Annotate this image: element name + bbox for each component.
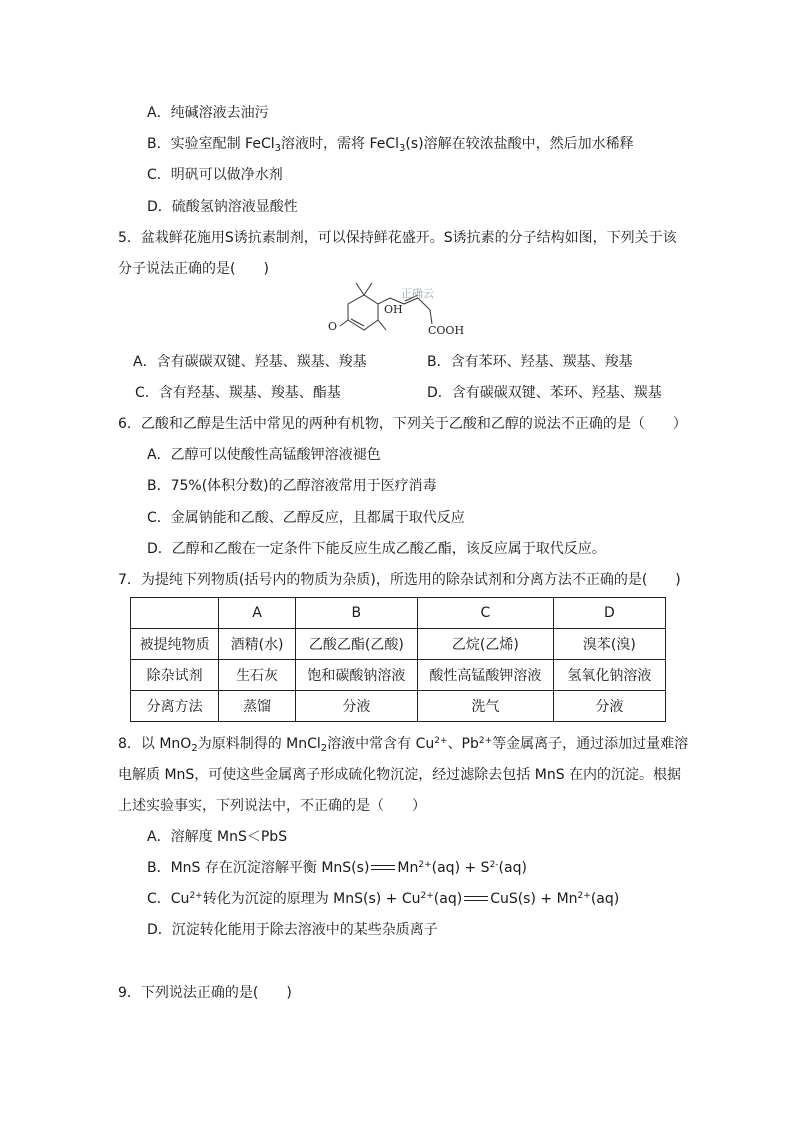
table-cell: 乙烷(乙烯): [417, 629, 553, 660]
table-cell: 分液: [295, 691, 417, 722]
table-cell: 洗气: [417, 691, 553, 722]
table-cell: 蒸馏: [219, 691, 296, 722]
q5-stem-line2: 分子说法正确的是( ): [118, 261, 269, 277]
table-cell: 溴苯(溴): [553, 629, 665, 660]
q8-stem-line1: 8．以 MnO$_2$为原料制得的 MnCl$_2$溶液中常含有 $Cu^{2+}$、$Pb^{2+}$等金属离子，通过添加过量难溶: [118, 736, 689, 754]
q6-stem: 6．乙酸和乙醇是生活中常见的两种有机物，下列关于乙酸和乙醇的说法不正确的是（ ）: [118, 416, 687, 432]
q5-option-c: C．含有羟基、羰基、羧基、酯基: [135, 385, 341, 401]
q5-stem-line1: 5．盆栽鲜花施用S诱抗素制剂，可以保持鲜花盛开。S诱抗素的分子结构如图，下列关于该: [118, 230, 677, 246]
equals-sign: [462, 894, 490, 904]
q6-option-d: D．乙醇和乙酸在一定条件下能反应生成乙酸乙酯，该反应属于取代反应。: [147, 541, 606, 557]
table-row: [131, 691, 666, 722]
table-row: [131, 660, 666, 691]
q5-option-b: B．含有苯环、羟基、羰基、羧基: [427, 354, 633, 370]
table-cell: 乙酸乙酯(乙酸): [295, 629, 417, 660]
q8-option-c: C．$Cu^{2+}$转化为沉淀的原理为 $MnS(s) + Cu^{2+}(aq) CuS(s) + Mn^{2+}(aq)$: [147, 891, 620, 907]
hydroxyl-label: OH: [384, 303, 403, 316]
q4-option-a: A．纯碱溶液去油污: [147, 105, 269, 121]
q7-stem: 7．为提纯下列物质(括号内的物质为杂质)，所选用的除杂试剂和分离方法不正确的是( ): [118, 572, 681, 588]
carboxyl-label: COOH: [428, 324, 465, 337]
q6-option-c: C．金属钠能和乙酸、乙醇反应，且都属于取代反应: [147, 510, 465, 526]
table-cell: 除杂试剂: [131, 660, 219, 691]
q4-option-c: C．明矾可以做净水剂: [147, 167, 283, 183]
table-row: [131, 629, 666, 660]
table-header-row: [131, 598, 666, 629]
table-cell: A: [219, 598, 296, 629]
q5-option-a: A．含有碳碳双键、羟基、羰基、羧基: [133, 354, 367, 370]
table-cell: C: [417, 598, 553, 629]
table-cell: 生石灰: [219, 660, 296, 691]
table-cell: 饱和碳酸钠溶液: [295, 660, 417, 691]
q9-stem: 9．下列说法正确的是( ): [118, 985, 292, 1001]
q6-option-b: B．75%(体积分数)的乙醇溶液常用于医疗消毒: [147, 478, 437, 494]
q4-option-b: B．实验室配制 FeCl$_3$溶液时，需将 FeCl$_3$(s)溶解在较浓盐酸中，然后加水稀释: [147, 136, 634, 154]
table-cell: 酒精(水): [219, 629, 296, 660]
table-cell: 氢氧化钠溶液: [553, 660, 665, 691]
q6-option-a: A．乙醇可以使酸性高锰酸钾溶液褪色: [147, 447, 381, 463]
q8-option-d: D．沉淀转化能用于除去溶液中的某些杂质离子: [147, 922, 438, 938]
q7-purification-table: [130, 597, 666, 722]
q4-option-d: D．硫酸氢钠溶液显酸性: [147, 199, 298, 215]
table-cell: 分离方法: [131, 691, 219, 722]
equilibrium-sign: [369, 863, 397, 873]
q8-option-a: A．溶解度 MnS＜PbS: [147, 829, 288, 845]
table-cell: 被提纯物质: [131, 629, 219, 660]
q8-option-b: B．MnS 存在沉淀溶解平衡 MnS(s) $Mn^{2+}(aq) + S^{2-}(aq)$: [147, 860, 527, 876]
table-cell: B: [295, 598, 417, 629]
q8-stem-line3: 上述实验事实，下列说法中，不正确的是（ ）: [118, 798, 426, 814]
watermark-text: 正确云: [401, 287, 434, 300]
q5-option-d: D．含有碳碳双键、苯环、羟基、羰基: [427, 385, 662, 401]
table-cell: 酸性高锰酸钾溶液: [417, 660, 553, 691]
table-cell: [131, 598, 219, 629]
table-cell: 分液: [553, 691, 665, 722]
table-cell: D: [553, 598, 665, 629]
q8-stem-line2: 电解质 MnS，可使这些金属离子形成硫化物沉淀，经过滤除去包括 MnS 在内的沉淀。根据: [118, 767, 682, 783]
ketone-oxygen-label: O: [328, 320, 338, 333]
